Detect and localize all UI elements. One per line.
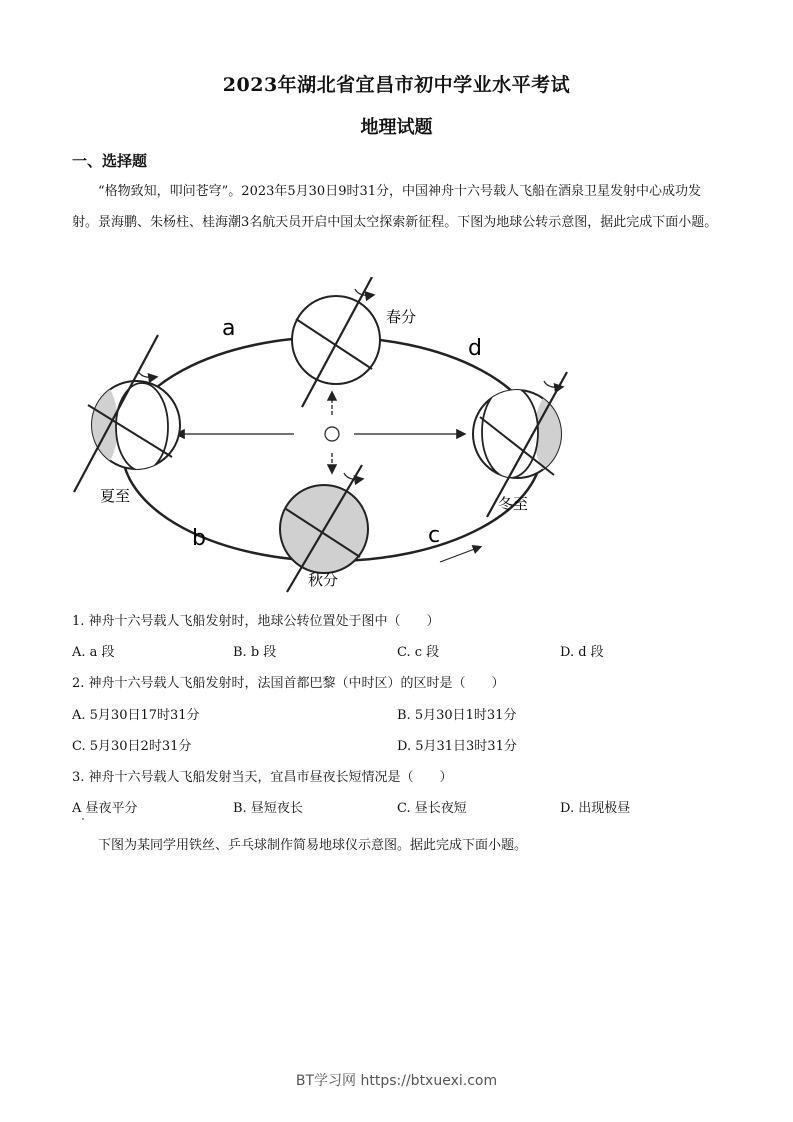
segment-label-a: a [222,316,236,341]
segment-label-c: c [428,523,441,548]
question-2-stem: 2. 神舟十六号载人飞船发射时，法国首都巴黎（中时区）的区时是（ ） [72,676,505,691]
label-summer-solstice: 夏至 [100,487,131,505]
watermark-footer: BT学习网 https://btxuexi.com [295,1073,498,1089]
q2-option-a: A. 5月30日17时31分 [72,708,200,723]
earth-summer-solstice [72,335,180,505]
q3-option-d: D. 出现极昼 [560,801,631,816]
q1-option-c: C. c 段 [397,645,440,660]
sun-icon [177,393,464,472]
earth-winter-solstice [473,372,572,517]
q2-option-c: C. 5月30日2时31分 [72,739,192,754]
q1-option-b: B. b 段 [233,645,277,660]
segment-label-d: d [468,336,482,361]
segment-label-b: b [192,526,206,551]
q3-option-c: C. 昼长夜短 [397,801,467,816]
exam-subtitle: 地理试题 [360,117,433,138]
section-heading: 一、选择题 [72,152,148,170]
q3-option-b: B. 昼短夜长 [233,801,303,816]
earth-autumn-equinox [280,465,368,592]
direction-arrow [440,547,480,562]
label-autumn-equinox: 秋分 [308,571,339,589]
intro-paragraph: “格物致知，叩问苍穹”。2023年5月30日9时31分，中国神舟十六号载人飞船在酒泉卫星发射中心成功发射。景海鹏、朱杨柱、桂海潮3名航天员开启中国太空探索新征程。下图为地球公转示意图，据此完成下面小题。 [72,184,718,230]
label-winter-solstice: 冬至 [498,495,529,513]
exam-title: 2023年湖北省宜昌市初中学业水平考试 [222,74,571,96]
q3-option-a: A 昼夜平分 [72,801,138,816]
q2-option-b: B. 5月30日1时31分 [397,708,517,723]
stray-mark [82,818,84,820]
earth-revolution-diagram [72,277,572,597]
q1-option-a: A. a 段 [72,645,115,660]
q1-option-d: D. d 段 [560,645,604,660]
question-3-stem: 3. 神舟十六号载人飞船发射当天，宜昌市昼夜长短情况是（ ） [72,770,453,785]
label-spring-equinox: 春分 [386,308,417,326]
q2-option-d: D. 5月31日3时31分 [397,739,517,754]
outro-paragraph: 下图为某同学用铁丝、乒乓球制作简易地球仪示意图。据此完成下面小题。 [98,838,528,853]
question-1-stem: 1. 神舟十六号载人飞船发射时，地球公转位置处于图中（ ） [72,614,440,629]
